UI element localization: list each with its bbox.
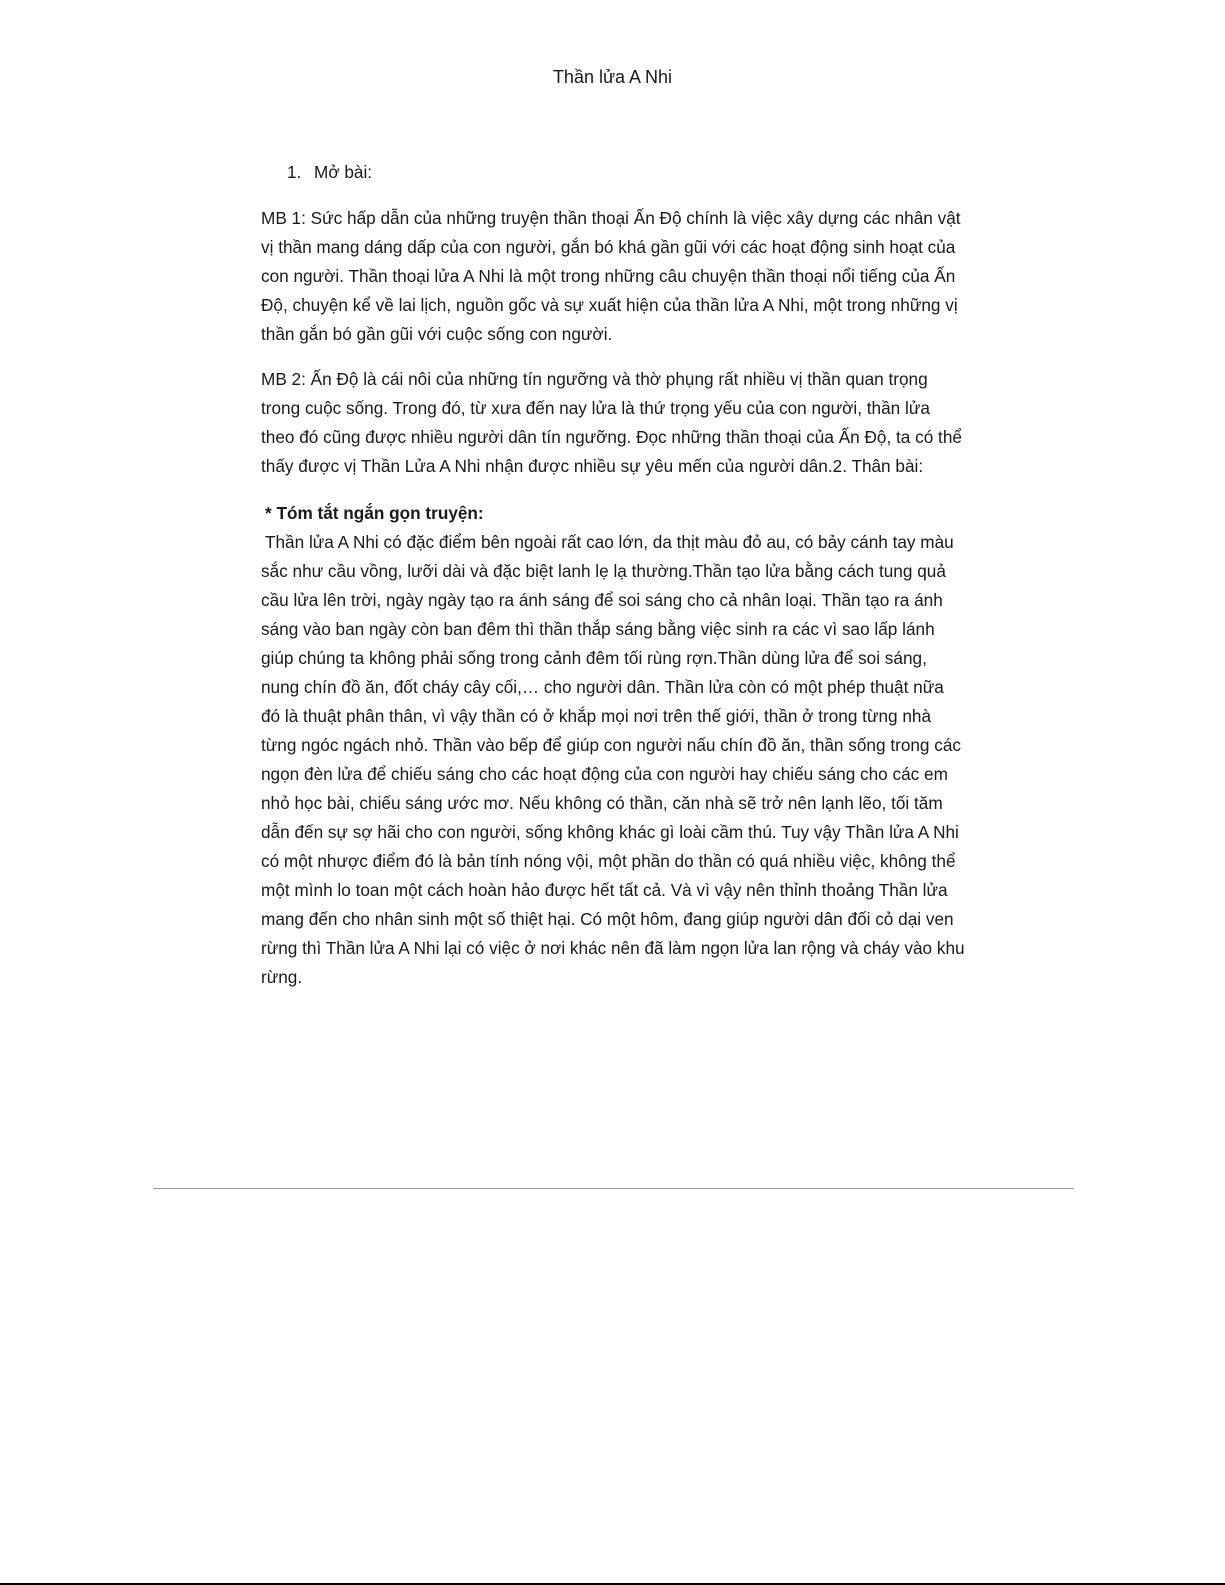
paragraph-summary: Thần lửa A Nhi có đặc điểm bên ngoài rất cao lớn, da thịt màu đỏ au, có bảy cánh tay màu sắc như cầu vồng, lưỡi dài và đặc biệt lanh lẹ lạ thường.Thần tạo lửa bằng cách tung quả cầu lửa lên trời, ngày ngày tạo ra ánh sáng để soi sáng cho cả nhân loại. Thần tạo ra ánh sáng vào ban ngày còn ban đêm thì thần thắp sáng bằng việc sinh ra các vì sao lấp lánh giúp chúng ta không phải sống trong cảnh đêm tối rùng rợn.Thần dùng lửa để soi sáng, nung chín đồ ăn, đốt cháy cây cối,… cho người dân. Thần lửa còn có một phép thuật nữa đó là thuật phân thân, vì vậy thần có ở khắp mọi nơi trên thế giới, thần ở trong từng nhà từng ngóc ngách nhỏ. Thần vào bếp để giúp con người nấu chín đồ ăn, thần sống trong các ngọn đèn lửa để chiếu sáng cho các hoạt động của con người hay chiếu sáng cho các em nhỏ học bài, chiếu sáng ước mơ. Nếu không có thần, căn nhà sẽ trở nên lạnh lẽo, tối tăm dẫn đến sự sợ hãi cho con người, sống không khác gì loài cầm thú. Tuy vậy Thần lửa A Nhi có một nhược điểm đó là bản tính nóng vội, một phần do thần có quá nhiều việc, không thể một mình lo toan một cách hoàn hảo được hết tất cả. Và vì vậy nên thỉnh thoảng Thần lửa mang đến cho nhân sinh một số thiệt hại. Có một hôm, đang giúp người dân đối cỏ dại ven rừng thì Thần lửa A Nhi lại có việc ở nơi khác nên đã làm ngọn lửa lan rộng và cháy vào khu rừng.: [261, 532, 965, 987]
page-title: Thần lửa A Nhi: [552, 67, 673, 87]
list-label: Mở bài:: [314, 162, 373, 182]
page-divider: [153, 1188, 1074, 1189]
paragraph-mb1: MB 1: Sức hấp dẫn của những truyện thần thoại Ấn Độ chính là việc xây dựng các nhân vật vị thần mang dáng dấp của con người, gắn bó khá gần gũi với các hoạt động sinh hoạt của con người. Thần thoại lửa A Nhi là một trong những câu chuyện thần thoại nổi tiếng của Ấn Độ, chuyện kể về lai lịch, nguồn gốc và sự xuất hiện của thần lửa A Nhi, một trong những vị thần gắn bó gần gũi với cuộc sống con người.: [261, 208, 961, 344]
document-body: [261, 158, 966, 992]
list-number: 1.: [287, 162, 302, 182]
section-heading-summary: * Tóm tắt ngắn gọn truyện:: [265, 503, 484, 523]
paragraph-mb2: MB 2: Ấn Độ là cái nôi của những tín ngưỡng và thờ phụng rất nhiều vị thần quan trọng trong cuộc sống. Trong đó, từ xưa đến nay lửa là thứ trọng yếu của con người, thần lửa theo đó cũng được nhiều người dân tín ngưỡng. Đọc những thần thoại của Ấn Độ, ta có thể thấy được vị Thần Lửa A Nhi nhận được nhiều sự yêu mến của người dân.2. Thân bài:: [261, 369, 962, 476]
outline-item-intro: [287, 158, 966, 187]
